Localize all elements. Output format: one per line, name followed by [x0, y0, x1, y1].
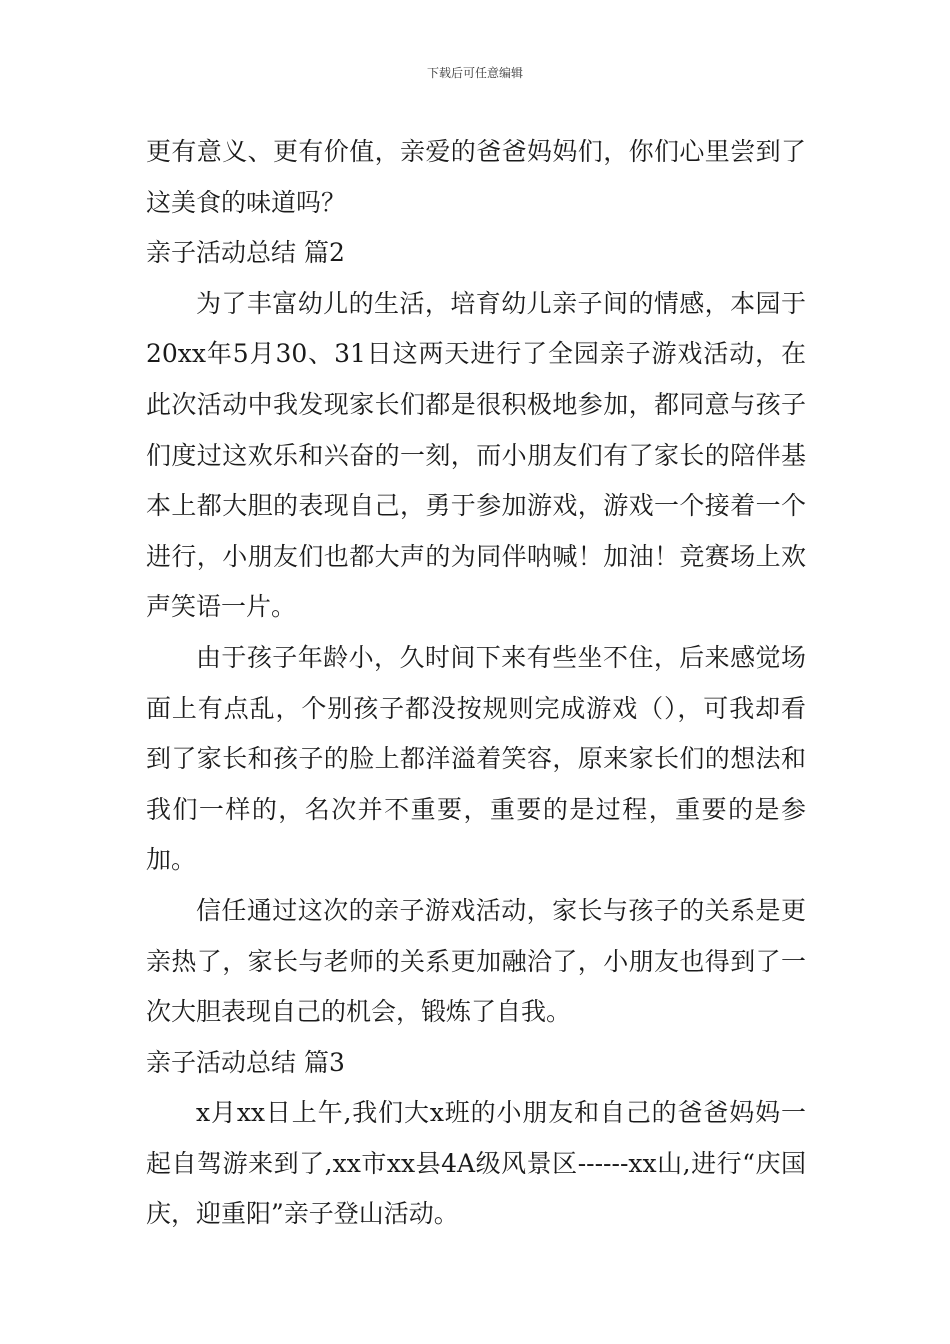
paragraph-2-3: 信任通过这次的亲子游戏活动，家长与孩子的关系是更亲热了，家长与老师的关系更加融洽了，小朋友也得到了一次大胆表现自己的机会，锻炼了自我。 — [146, 895, 806, 1027]
paragraph-2-1: 为了丰富幼儿的生活，培育幼儿亲子间的情感，本园于20xx年5月30、31日这两天进行了全园亲子游戏活动，在此次活动中我发现家长们都是很积极地参加，都同意与孩子们度过这欢乐和兴奋的一刻，而小朋友们有了家长的陪伴基本上都大胆的表现自己，勇于参加游戏，游戏一个接着一个进行，小朋友们也都大声的为同伴呐喊！加油！竞赛场上欢声笑语一片。 — [146, 288, 806, 622]
paragraph-3-1: x月xx日上午,我们大x班的小朋友和自己的爸爸妈妈一起自驾游来到了,xx市xx县4A级风景区------xx山,进行“庆国庆，迎重阳”亲子登山活动。 — [146, 1098, 806, 1229]
page-header-note: 下载后可任意编辑 — [426, 66, 523, 80]
paragraph-continued: 更有意义、更有价值，亲爱的爸爸妈妈们，你们心里尝到了这美食的味道吗？ — [146, 137, 806, 217]
paragraph-2-2: 由于孩子年龄小，久时间下来有些坐不住，后来感觉场面上有点乱，个别孩子都没按规则完成游戏（），可我却看到了家长和孩子的脸上都洋溢着笑容，原来家长们的想法和我们一样的，名次并不重要，重要的是过程，重要的是参加。 — [146, 642, 806, 875]
document-body — [146, 127, 806, 1240]
section-title-2: 亲子活动总结 篇2 — [146, 238, 345, 268]
section-title-3: 亲子活动总结 篇3 — [146, 1047, 345, 1077]
